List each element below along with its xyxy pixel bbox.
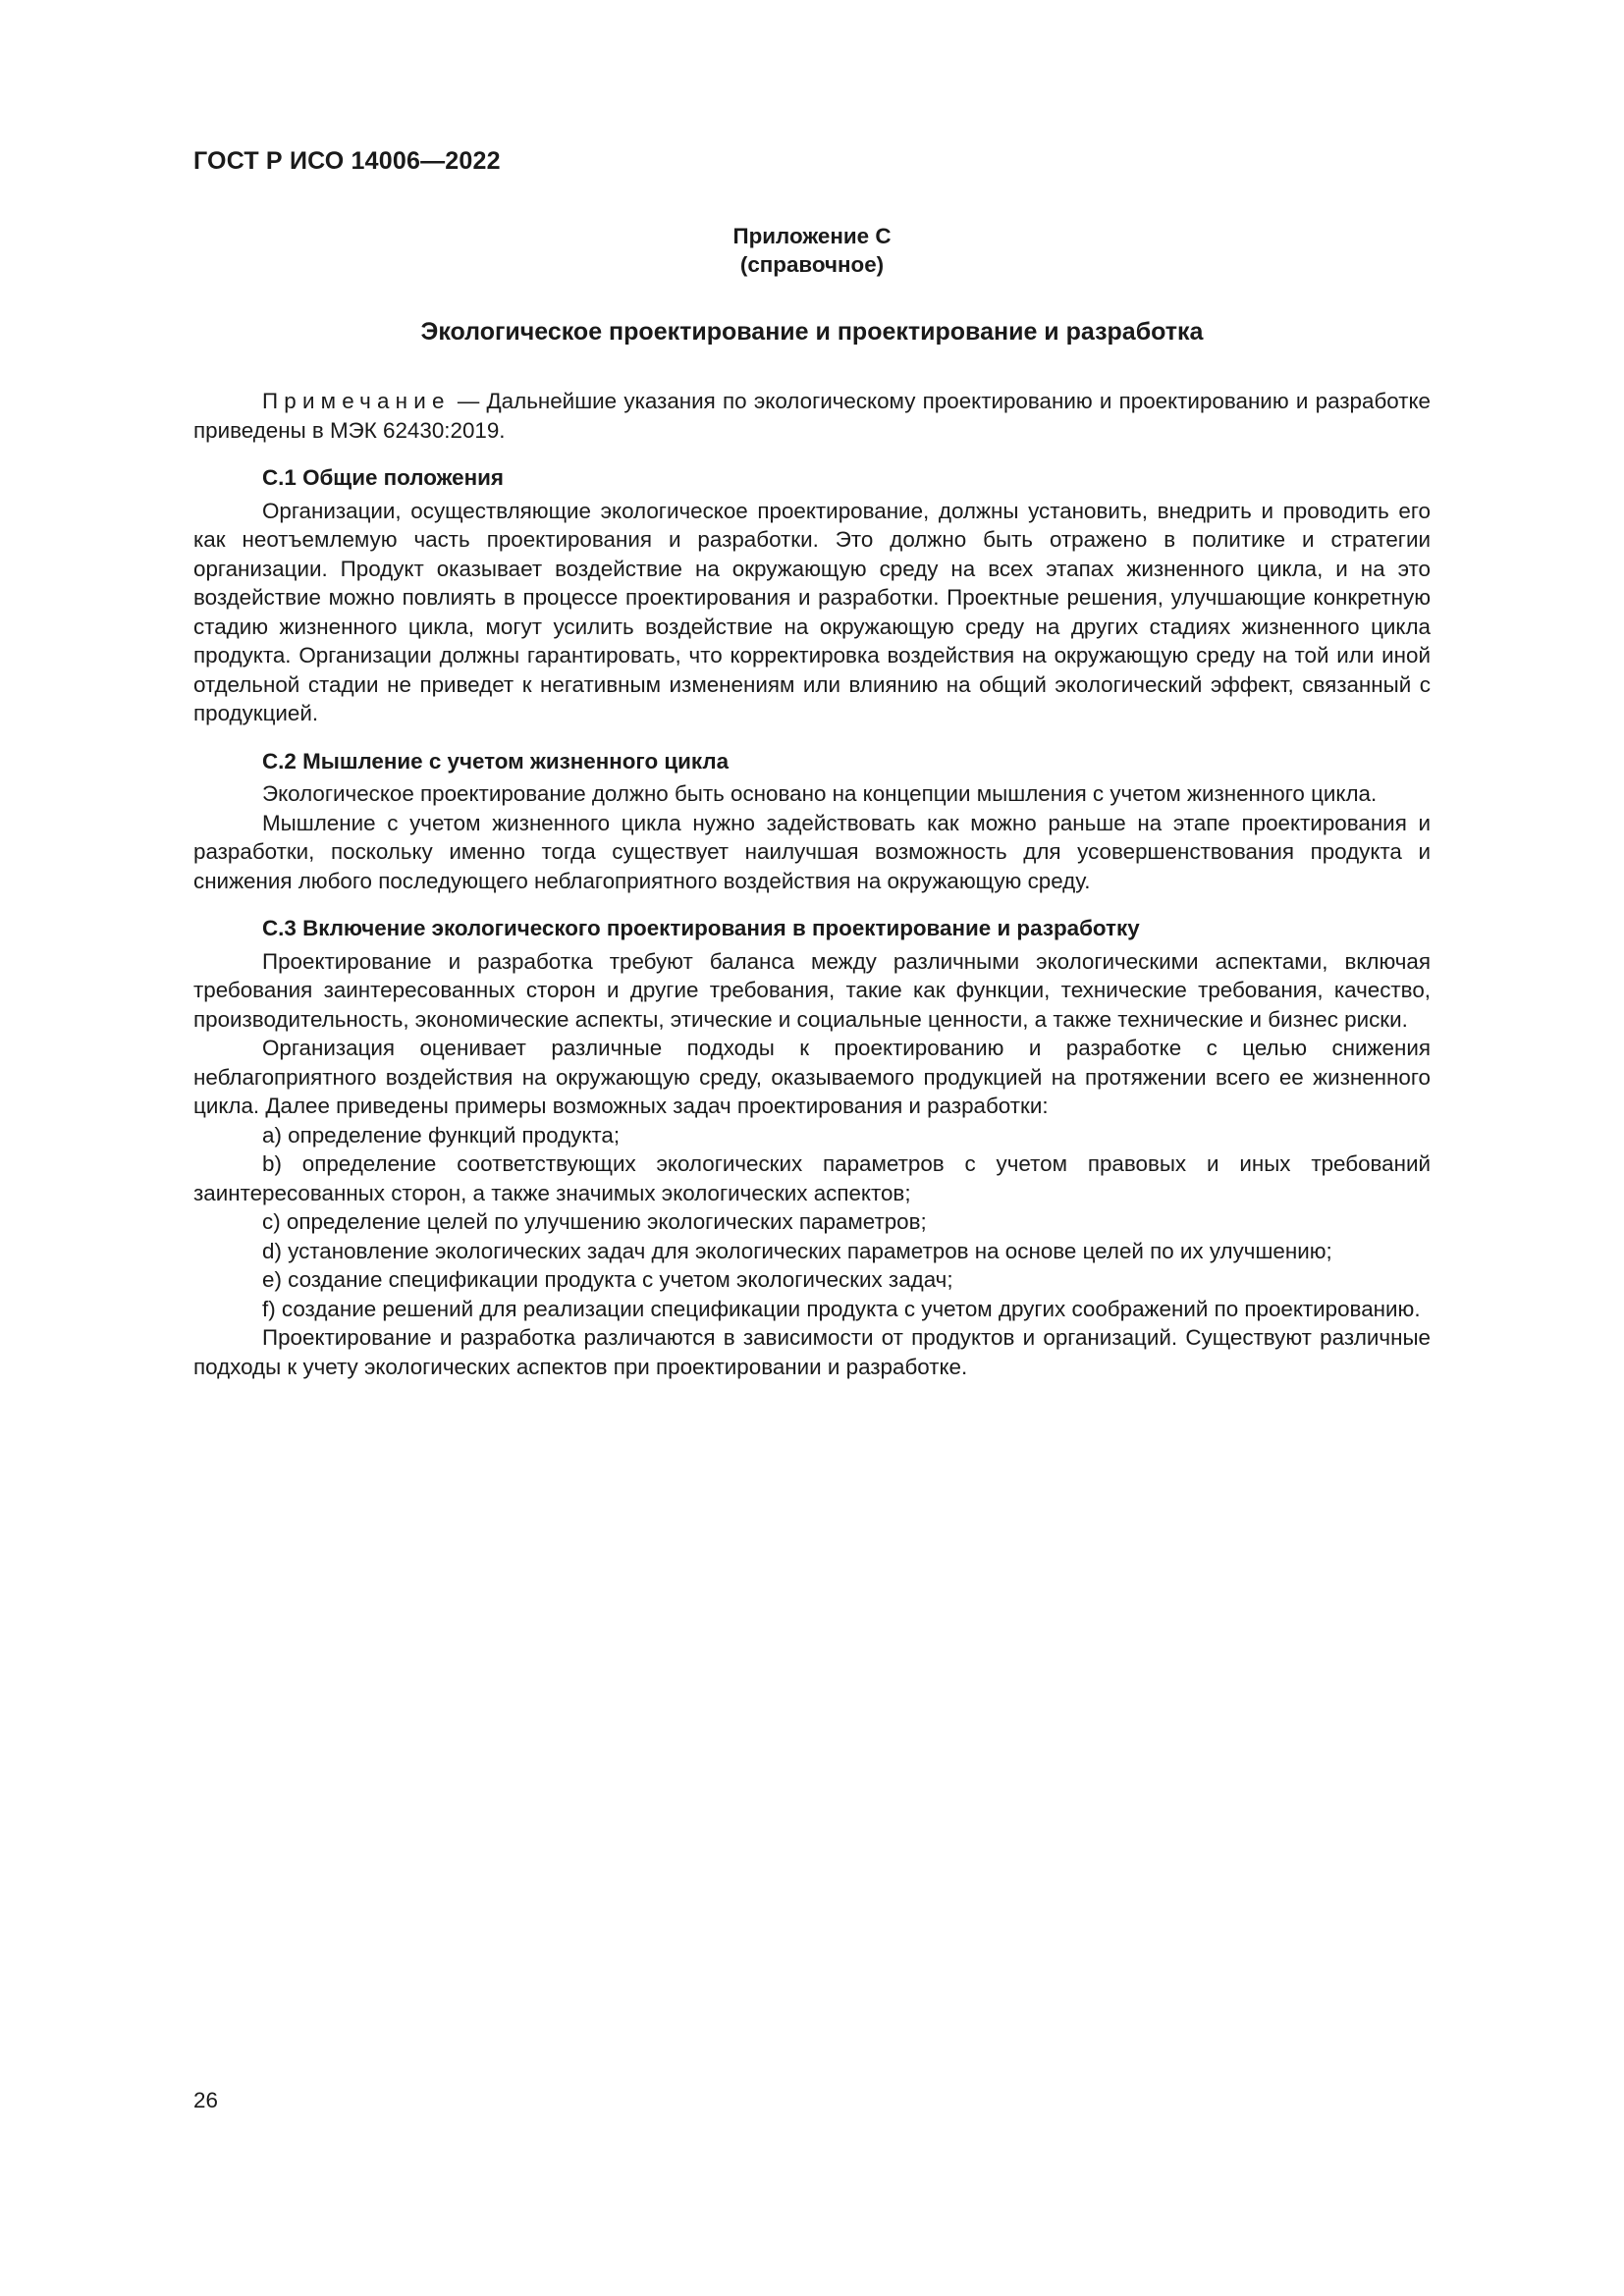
list-item-a: а) определение функций продукта; bbox=[262, 1122, 621, 1148]
section-c1-heading: С.1 Общие положения bbox=[262, 465, 504, 490]
note-text: — Дальнейшие указания по экологическому проектированию и проектированию и разработке приведены в МЭК 62430:2019. bbox=[193, 389, 1431, 443]
document-code: ГОСТ Р ИСО 14006—2022 bbox=[193, 147, 501, 175]
annex-title: Приложение С bbox=[732, 224, 892, 248]
annex-type: (справочное) bbox=[739, 252, 885, 277]
section-c2-paragraph-2: Мышление с учетом жизненного цикла нужно задействовать как можно раньше на этапе проектирования и разработки, поскольку именно тогда существует наилучшая возможность для усовершенствования продукта и снижения любого последующего неблагоприятного воздействия на окружающую среду. bbox=[193, 810, 1431, 893]
section-c1-paragraph: Организации, осуществляющие экологическое проектирование, должны установить, внедрить и проводить его как неотъемлемую часть проектирования и разработки. Это должно быть отражено в политике и стратегии организации. Продукт оказывает воздействие на окружающую среду на всех этапах жизненного цикла, и на это воздействие можно повлиять в процессе проектирования и разработки. Проектные решения, улучшающие конкретную стадию жизненного цикла, могут усилить воздействие на окружающую среду на других стадиях жизненного цикла продукта. Организации должны гарантировать, что корректировка воздействия на окружающую среду на той или иной отдельной стадии не приведет к негативным изменениям или влиянию на общий экологический эффект, связанный с продукцией. bbox=[193, 498, 1431, 725]
page-number: 26 bbox=[193, 2088, 218, 2112]
section-c3-heading: С.3 Включение экологического проектирования в проектирование и разработку bbox=[262, 916, 1140, 940]
section-c3-paragraph-2: Организация оценивает различные подходы к проектированию и разработке с целью снижения неблагоприятного воздействия на окружающую среду, оказываемого продукцией на протяжении всего ее жизненного цикла. Далее приведены примеры возможных задач проектирования и разработки: bbox=[193, 1036, 1431, 1118]
section-c2-paragraph-1: Экологическое проектирование должно быть основано на концепции мышления с учетом жизненного цикла. bbox=[262, 781, 1378, 806]
list-item-e: е) создание спецификации продукта с учетом экологических задач; bbox=[262, 1267, 953, 1292]
page-content bbox=[193, 222, 1431, 1381]
section-c3-paragraph-1: Проектирование и разработка требуют баланса между различными экологическими аспектами, включая требования заинтересованных сторон и другие требования, такие как функции, технические требования, качество, производительность, экономические аспекты, этические и социальные ценности, а также технические и бизнес риски. bbox=[193, 948, 1431, 1032]
list-item-f: f) создание решений для реализации спецификации продукта с учетом других соображений по проектированию. bbox=[262, 1296, 1421, 1321]
annex-name: Экологическое проектирование и проектирование и разработка bbox=[420, 318, 1204, 346]
list-item-c: с) определение целей по улучшению экологических параметров; bbox=[262, 1209, 927, 1234]
section-c3-closing-paragraph: Проектирование и разработка различаются в зависимости от продуктов и организаций. Существуют различные подходы к учету экологических аспектов при проектировании и разработке. bbox=[193, 1325, 1431, 1379]
note-paragraph bbox=[193, 387, 1431, 445]
note-label: Примечание bbox=[262, 389, 451, 413]
section-c2-heading: С.2 Мышление с учетом жизненного цикла bbox=[262, 748, 730, 774]
list-item-d: d) установление экологических задач для экологических параметров на основе целей по их улучшению; bbox=[262, 1238, 1332, 1263]
list-item-b: b) определение соответствующих экологических параметров с учетом правовых и иных требований заинтересованных сторон, а также значимых экологических аспектов; bbox=[193, 1151, 1431, 1205]
